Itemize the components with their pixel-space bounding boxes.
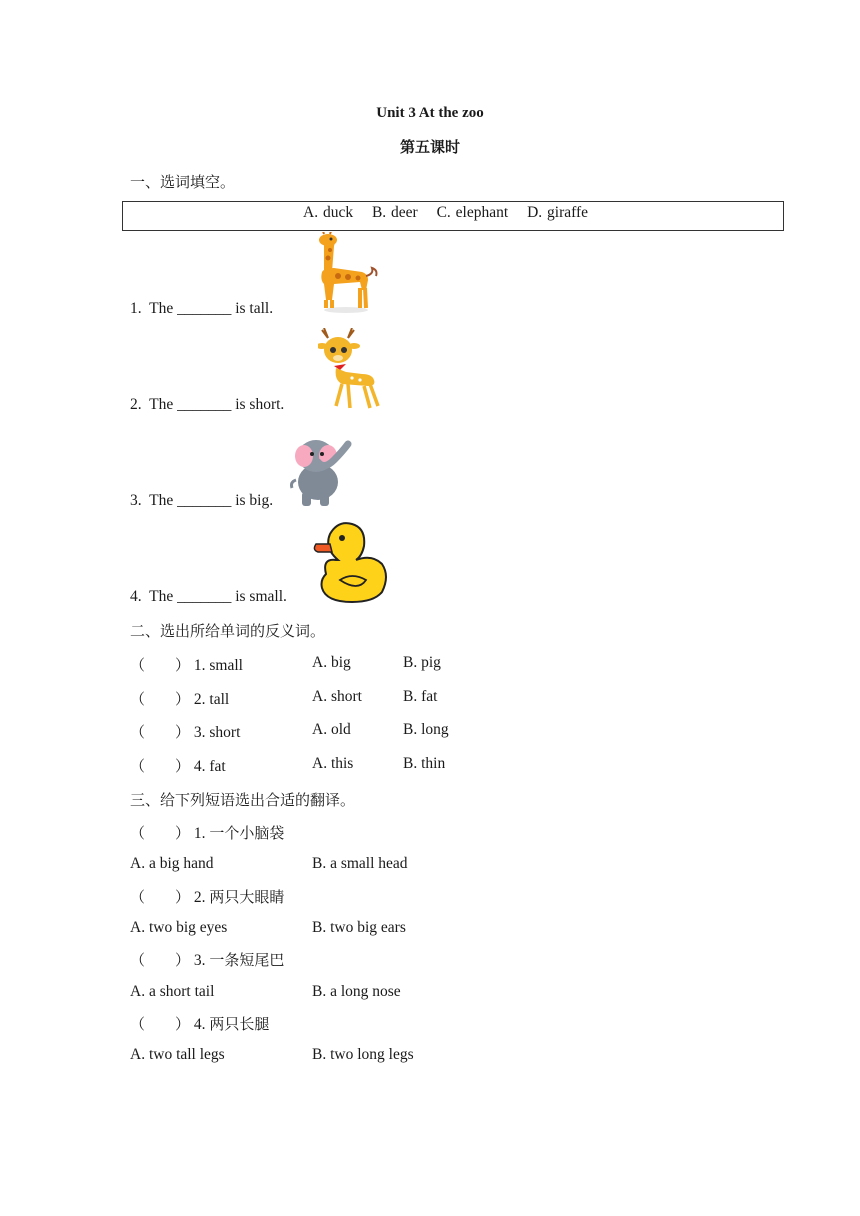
fill-item-4: 4. The _______ is small. xyxy=(130,588,287,605)
option-b: B. two big ears xyxy=(312,919,406,936)
page-subtitle: 第五课时 xyxy=(399,138,460,156)
answer-paren[interactable]: （ ） xyxy=(130,951,191,969)
option-a: A. big xyxy=(312,654,351,671)
option-a: A. two tall legs xyxy=(130,1046,225,1063)
translation-question-4: （ ） 4. 两只长腿 xyxy=(130,1015,270,1033)
section1-heading: 一、选词填空。 xyxy=(130,173,236,191)
fill-item-1: 1. The _______ is tall. xyxy=(130,300,274,317)
antonym-row-2: （ ） 2. tall xyxy=(130,690,230,708)
giraffe-image xyxy=(312,232,384,314)
answer-paren[interactable]: （ ） xyxy=(130,690,191,708)
option-b: B. fat xyxy=(403,688,438,705)
elephant-image xyxy=(288,430,358,508)
answer-paren[interactable]: （ ） xyxy=(130,888,191,906)
option-a: A. a big hand xyxy=(130,855,214,872)
answer-paren[interactable]: （ ） xyxy=(130,824,191,842)
option-a: A. a short tail xyxy=(130,983,215,1000)
option-b: B. two long legs xyxy=(312,1046,414,1063)
option-b: B. long xyxy=(403,721,449,738)
option-d: D. giraffe xyxy=(527,204,589,221)
antonym-row-4: （ ） 4. fat xyxy=(130,757,226,775)
answer-paren[interactable]: （ ） xyxy=(130,656,191,674)
antonym-row-3: （ ） 3. short xyxy=(130,723,241,741)
option-b: B. a small head xyxy=(312,855,408,872)
option-a: A. old xyxy=(312,721,351,738)
option-a: A. this xyxy=(312,755,354,772)
answer-paren[interactable]: （ ） xyxy=(130,723,191,741)
translation-question-2: （ ） 2. 两只大眼睛 xyxy=(130,888,285,906)
fill-item-2: 2. The _______ is short. xyxy=(130,396,285,413)
page-title: Unit 3 At the zoo xyxy=(376,105,484,121)
deer-image xyxy=(318,328,394,412)
answer-blank[interactable]: _______ xyxy=(177,588,232,605)
answer-blank[interactable]: _______ xyxy=(177,396,232,413)
option-a: A. duck xyxy=(303,204,354,221)
word-bank-box xyxy=(122,201,784,231)
section2-heading: 二、选出所给单词的反义词。 xyxy=(130,622,326,640)
answer-blank[interactable]: _______ xyxy=(177,300,232,317)
section3-heading: 三、给下列短语选出合适的翻译。 xyxy=(130,791,356,809)
option-a: A. two big eyes xyxy=(130,919,228,936)
translation-question-1: （ ） 1. 一个小脑袋 xyxy=(130,824,285,842)
duck-image xyxy=(312,518,392,604)
fill-item-3: 3. The _______ is big. xyxy=(130,492,274,509)
option-c: C. elephant xyxy=(436,204,509,221)
answer-paren[interactable]: （ ） xyxy=(130,757,191,775)
option-b: B. pig xyxy=(403,654,441,671)
word-bank-options xyxy=(303,204,602,222)
antonym-row-1: （ ） 1. small xyxy=(130,656,243,674)
answer-blank[interactable]: _______ xyxy=(177,492,232,509)
answer-paren[interactable]: （ ） xyxy=(130,1015,191,1033)
translation-question-3: （ ） 3. 一条短尾巴 xyxy=(130,951,285,969)
option-b: B. a long nose xyxy=(312,983,401,1000)
option-b: B. thin xyxy=(403,755,446,772)
option-a: A. short xyxy=(312,688,362,705)
option-b: B. deer xyxy=(371,204,418,221)
